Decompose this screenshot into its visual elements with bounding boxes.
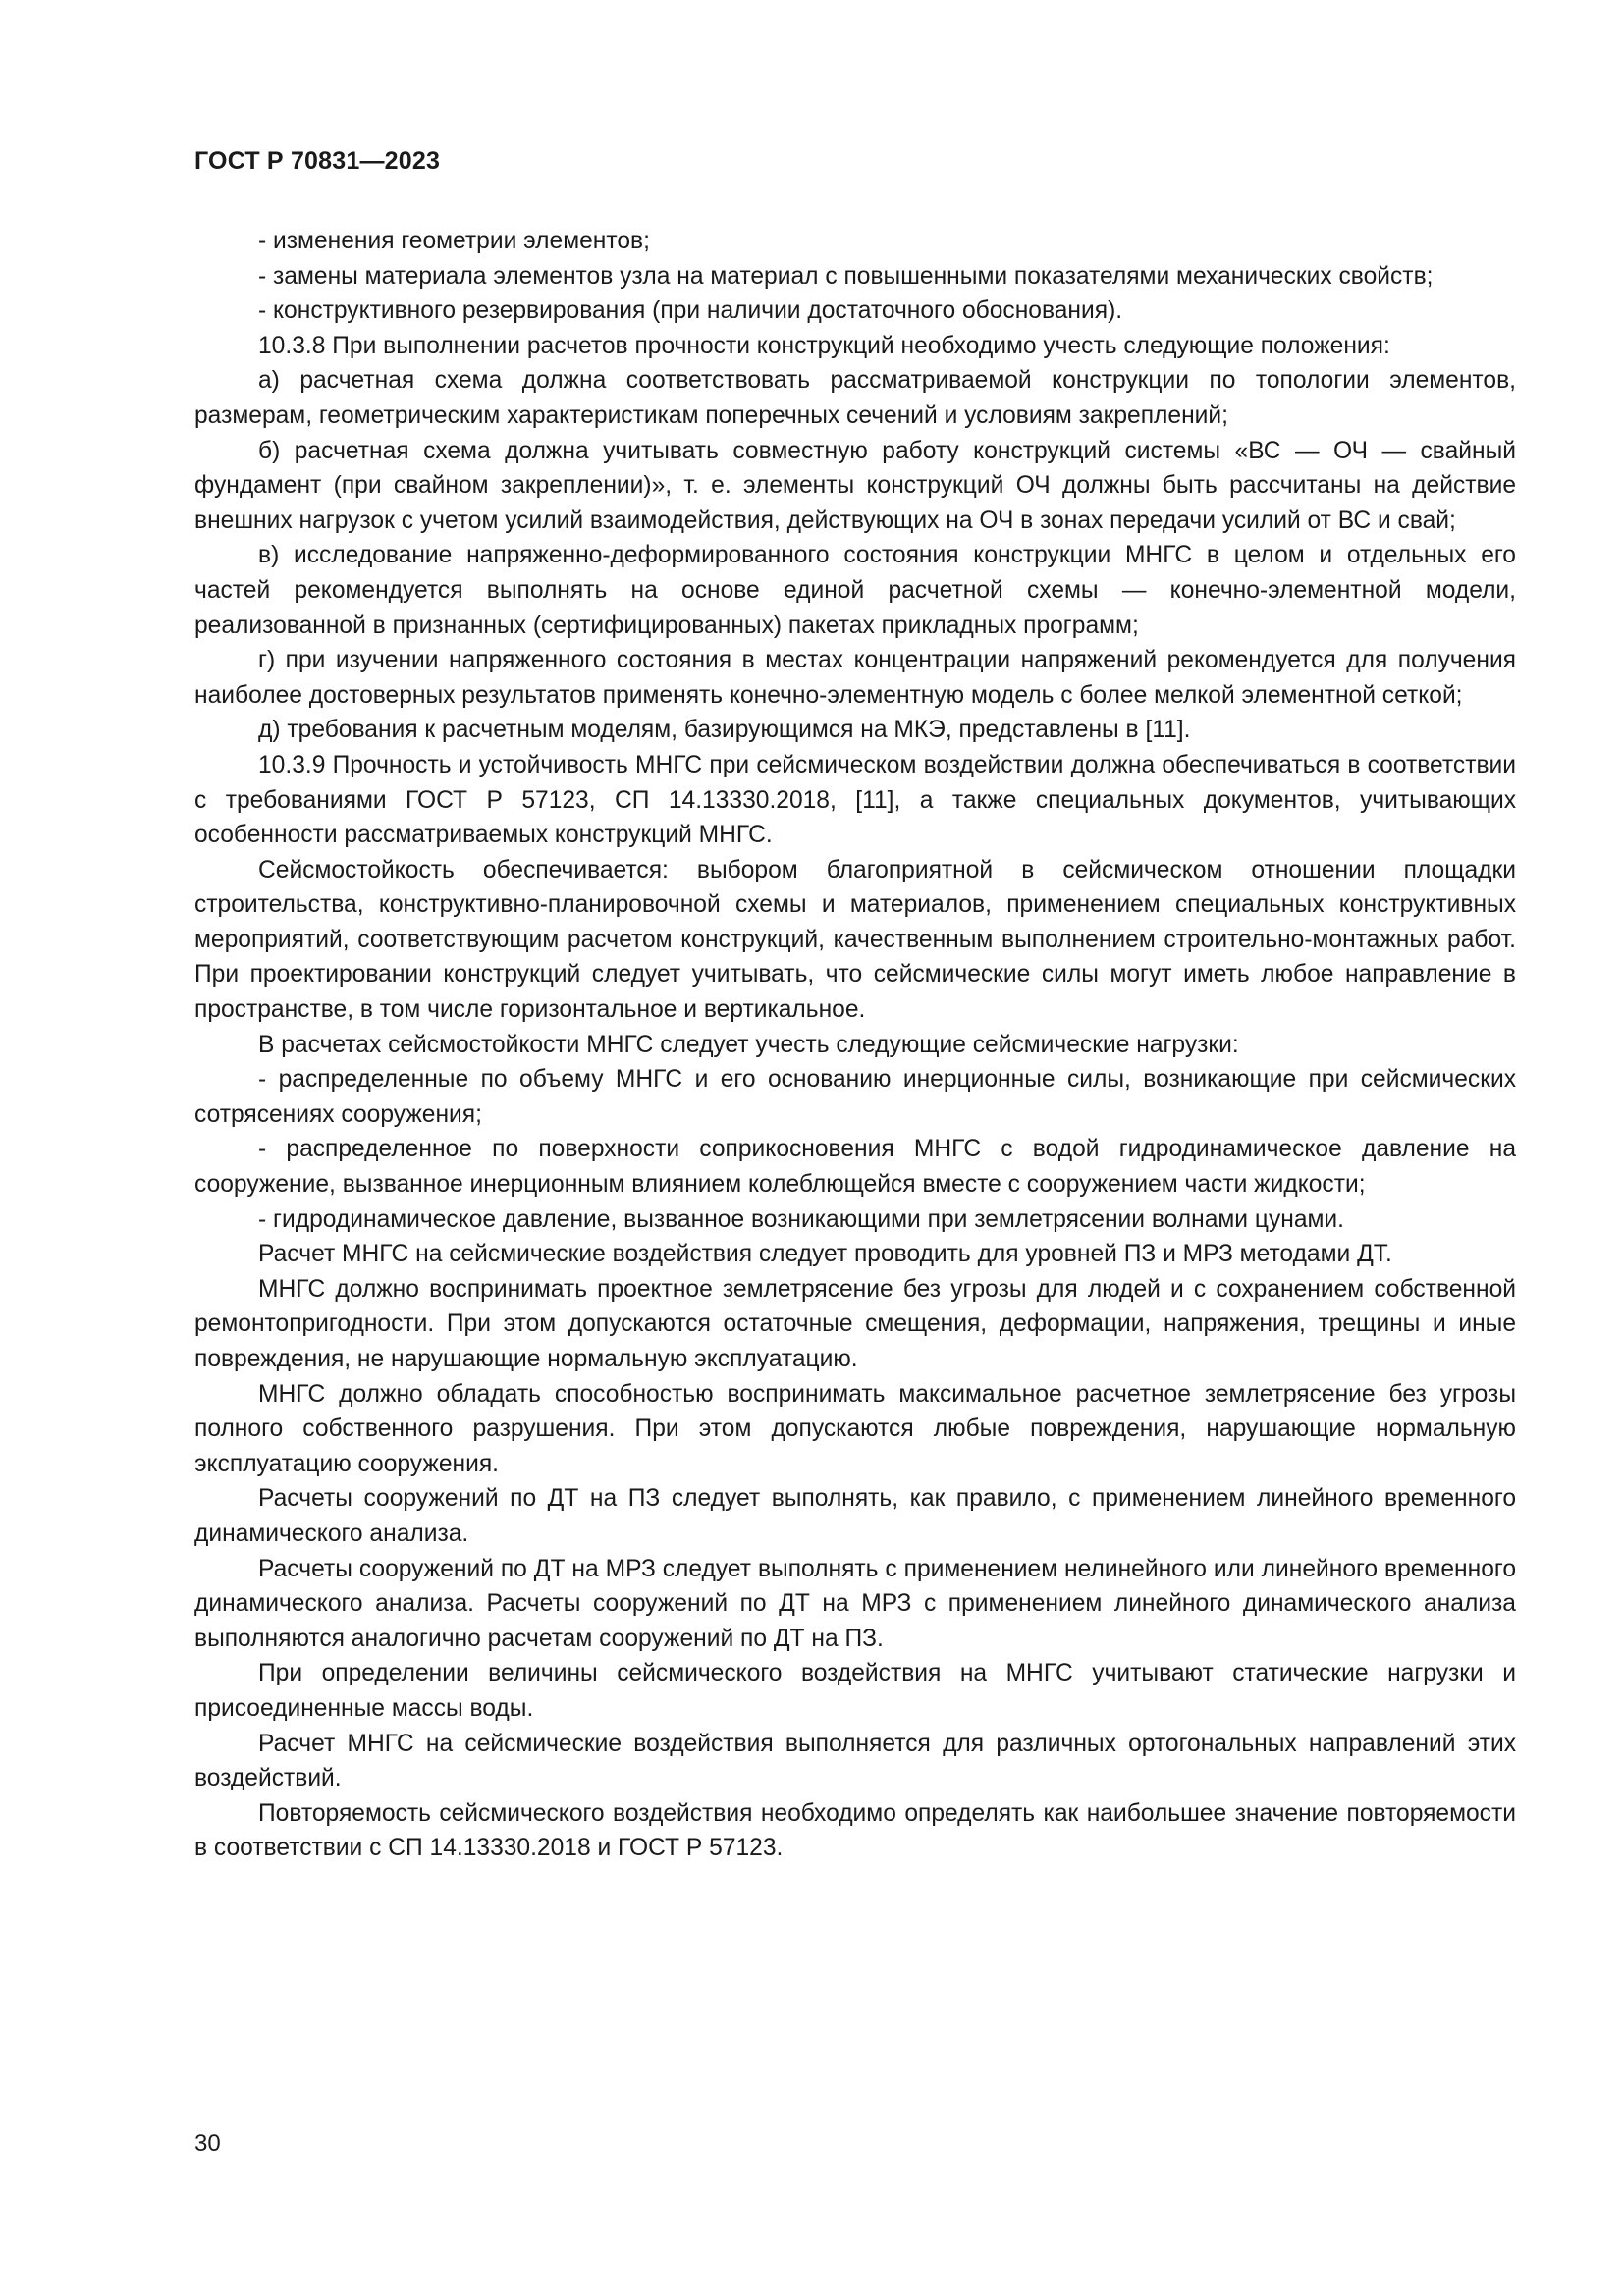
paragraph: МНГС должно обладать способностью воспринимать максимальное расчетное землетрясение без угрозы полного собственного разрушения. При этом допускаются любые повреждения, нарушающие нормальную эксплуатацию сооружения.: [194, 1380, 1516, 1477]
page-number: 30: [194, 2130, 221, 2157]
paragraph: 10.3.9 Прочность и устойчивость МНГС при сейсмическом воздействии должна обеспечиваться в соответствии с требованиями ГОСТ Р 57123, СП 14.13330.2018, [11], а также специальных документов, учитывающих особенности рассматриваемых конструкций МНГС.: [194, 751, 1516, 849]
paragraph: При определении величины сейсмического воздействия на МНГС учитывают статические нагрузки и присоединенные массы воды.: [194, 1660, 1516, 1722]
paragraph: а) расчетная схема должна соответствовать рассматриваемой конструкции по топологии элементов, размерам, геометрическим характеристикам поперечных сечений и условиям закреплений;: [194, 367, 1516, 429]
paragraph: б) расчетная схема должна учитывать совместную работу конструкций системы «ВС — ОЧ — свайный фундамент (при свайном закреплении)», т. е. элементы конструкций ОЧ должны быть рассчитаны на действие внешних нагрузок с учетом усилий взаимодействия, действующих на ОЧ в зонах передачи усилий от ВС и свай;: [194, 437, 1516, 534]
paragraph: МНГС должно воспринимать проектное землетрясение без угрозы для людей и с сохранением собственной ремонтопригодности. При этом допускаются остаточные смещения, деформации, напряжения, трещины и иные повреждения, не нарушающие нормальную эксплуатацию.: [194, 1275, 1516, 1372]
paragraph: Сейсмостойкость обеспечивается: выбором благоприятной в сейсмическом отношении площадки строительства, конструктивно-планировочной схемы и материалов, применением специальных конструктивных мероприятий, соответствующим расчетом конструкций, качественным выполнением строительно-монтажных работ. При проектировании конструкций следует учитывать, что сейсмические силы могут иметь любое направление в пространстве, в том числе горизонтальное и вертикальное.: [194, 856, 1516, 1024]
paragraph: в) исследование напряженно-деформированного состояния конструкции МНГС в целом и отдельных его частей рекомендуется выполнять на основе единой расчетной схемы — конечно-элементной модели, реализованной в признанных (сертифицированных) пакетах прикладных программ;: [194, 542, 1516, 639]
document-header: ГОСТ Р 70831—2023: [194, 147, 441, 175]
paragraph: Повторяемость сейсмического воздействия необходимо определять как наибольшее значение повторяемости в соответствии с СП 14.13330.2018 и ГОСТ Р 57123.: [194, 1799, 1516, 1862]
paragraph: - изменения геометрии элементов;: [258, 228, 650, 254]
paragraph: 10.3.8 При выполнении расчетов прочности конструкций необходимо учесть следующие положения:: [258, 332, 1390, 359]
paragraph: Расчет МНГС на сейсмические воздействия следует проводить для уровней ПЗ и МРЗ методами ДТ.: [258, 1241, 1392, 1268]
document-body: [194, 224, 1516, 1866]
paragraph: Расчеты сооружений по ДТ на МРЗ следует выполнять с применением нелинейного или линейного временного динамического анализа. Расчеты сооружений по ДТ на МРЗ с применением линейного динамического анализа выполняются аналогично расчетам сооружений по ДТ на ПЗ.: [194, 1555, 1516, 1652]
paragraph: д) требования к расчетным моделям, базирующимся на МКЭ, представлены в [11].: [258, 717, 1191, 744]
paragraph: - гидродинамическое давление, вызванное возникающими при землетрясении волнами цунами.: [258, 1205, 1344, 1233]
paragraph: В расчетах сейсмостойкости МНГС следует учесть следующие сейсмические нагрузки:: [258, 1031, 1239, 1058]
paragraph: - конструктивного резервирования (при наличии достаточного обоснования).: [258, 297, 1123, 325]
paragraph: Расчет МНГС на сейсмические воздействия выполняется для различных ортогональных направлений этих воздействий.: [194, 1730, 1516, 1792]
paragraph: - замены материала элементов узла на материал с повышенными показателями механических свойств;: [258, 262, 1434, 290]
paragraph: - распределенные по объему МНГС и его основанию инерционные силы, возникающие при сейсмических сотрясениях сооружения;: [194, 1066, 1516, 1128]
paragraph: г) при изучении напряженного состояния в местах концентрации напряжений рекомендуется для получения наиболее достоверных результатов применять конечно-элементную модель с более мелкой элементной сеткой;: [194, 647, 1516, 709]
paragraph: Расчеты сооружений по ДТ на ПЗ следует выполнять, как правило, с применением линейного временного динамического анализа.: [194, 1485, 1516, 1547]
paragraph: - распределенное по поверхности соприкосновения МНГС с водой гидродинамическое давление на сооружение, вызванное инерционным влиянием колеблющейся вместе с сооружением части жидкости;: [194, 1136, 1516, 1199]
